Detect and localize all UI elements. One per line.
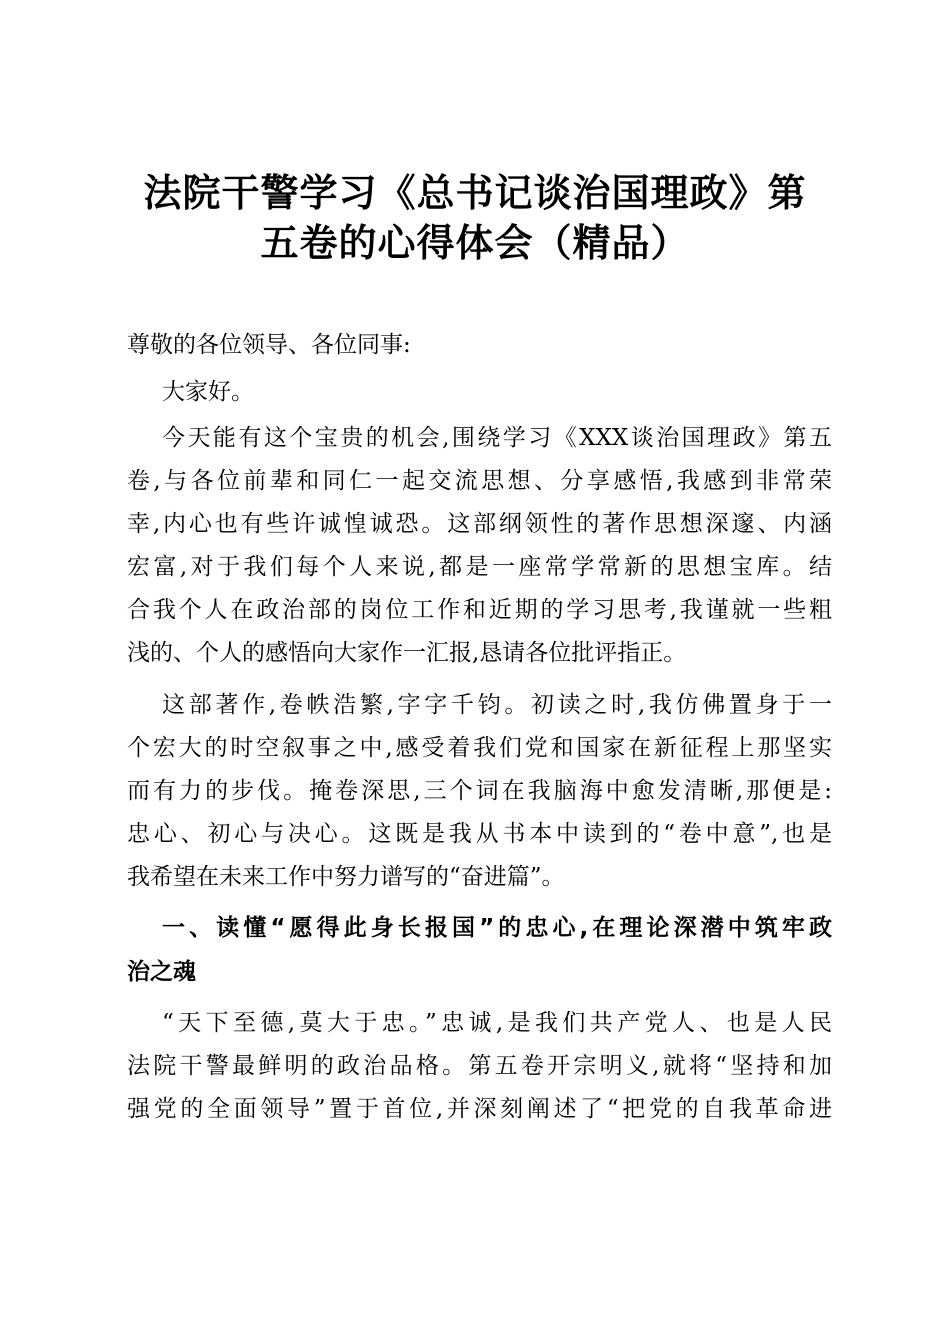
paragraph-2-line: 忠心、初心与决心。这既是我从书本中读到的“卷中意”,也是 [127, 821, 832, 847]
paragraph-1-line: 今天能有这个宝贵的机会,围绕学习《XXX谈治国理政》第五 [162, 425, 832, 451]
title-line-1: 法院干警学习《总书记谈治国理政》第 [143, 171, 807, 215]
section-heading-line: 治之魂 [127, 959, 196, 985]
paragraph-2-line: 个宏大的时空叙事之中,感受着我们党和国家在新征程上那坚实 [127, 735, 832, 761]
paragraph-3-line: 强党的全面领导”置于首位,并深刻阐述了“把党的自我革命进 [127, 1096, 832, 1122]
section-heading-line: 一、读懂“愿得此身长报国”的忠心,在理论深潜中筑牢政 [162, 915, 832, 941]
paragraph-2-line: 这部著作,卷帙浩繁,字字千钧。初读之时,我仿佛置身于一 [162, 692, 832, 718]
paragraph-1-line: 卷,与各位前辈和同仁一起交流思想、分享感悟,我感到非常荣 [127, 468, 832, 494]
paragraph-2-line: 我希望在未来工作中努力谱写的“奋进篇”。 [127, 864, 565, 890]
paragraph-1-line: 合我个人在政治部的岗位工作和近期的学习思考,我谨就一些粗 [127, 597, 832, 623]
paragraph-1-line: 浅的、个人的感悟向大家作一汇报,恳请各位批评指正。 [127, 640, 687, 666]
paragraph-2-line: 而有力的步伐。掩卷深思,三个词在我脑海中愈发清晰,那便是: [127, 778, 832, 804]
title-line-2: 五卷的心得体会（精品） [260, 221, 690, 265]
paragraph-1-line: 宏富,对于我们每个人来说,都是一座常学常新的思想宝库。结 [127, 554, 832, 580]
greeting: 大家好。 [162, 379, 254, 405]
paragraph-3-line: 法院干警最鲜明的政治品格。第五卷开宗明义,就将“坚持和加 [127, 1053, 832, 1079]
paragraph-1-line: 幸,内心也有些许诚惶诚恐。这部纲领性的著作思想深邃、内涵 [127, 511, 832, 537]
document-title [100, 168, 850, 268]
paragraph-3-line: “天下至德,莫大于忠。”忠诚,是我们共产党人、也是人民 [162, 1010, 832, 1036]
salutation: 尊敬的各位领导、各位同事: [127, 332, 411, 358]
